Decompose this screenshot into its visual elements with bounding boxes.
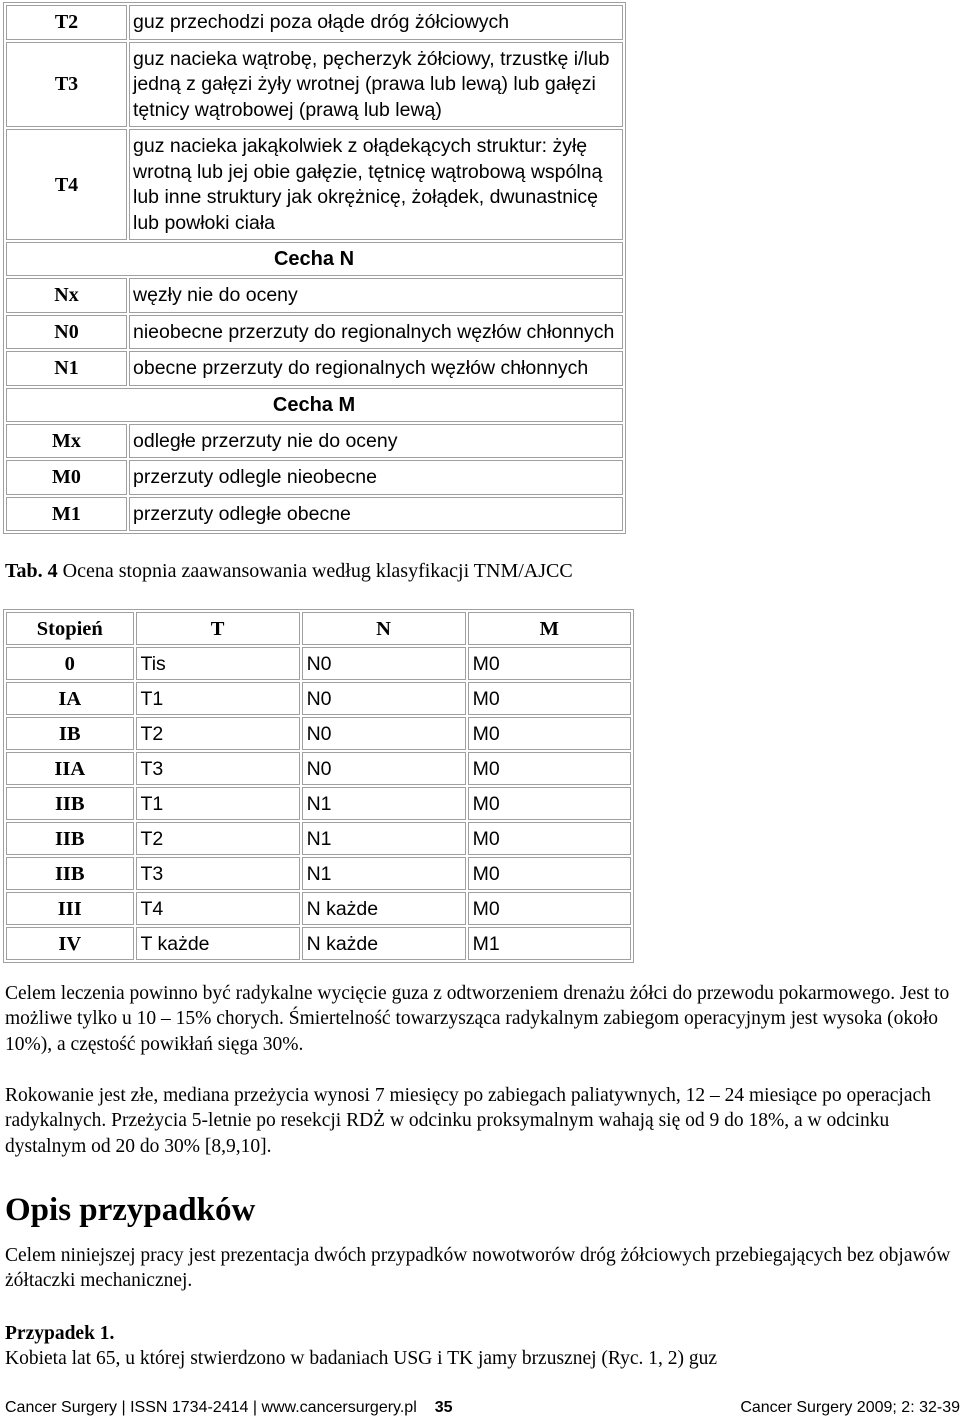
stage-cell: 0 — [6, 647, 134, 680]
tnm-description: guz nacieka wątrobę, pęcherzyk żółciowy, trzustkę i/lub jedną z gałęzi żyły wrotnej (prawa lub lewą) lub gałęzi tętnicy wątrobowej (prawą lub lewą) — [129, 42, 623, 128]
tnm-description: odległe przerzuty nie do oceny — [129, 424, 623, 459]
n-cell: N1 — [302, 822, 466, 855]
tnm-description: obecne przerzuty do regionalnych węzłów chłonnych — [129, 351, 623, 386]
tnm-description: nieobecne przerzuty do regionalnych węzłów chłonnych — [129, 315, 623, 350]
n-cell: N1 — [302, 857, 466, 890]
tnm-description: przerzuty odległe obecne — [129, 497, 623, 532]
tnm-row — [6, 129, 623, 240]
t-cell: T1 — [136, 787, 300, 820]
t-cell: T3 — [136, 752, 300, 785]
paragraph-prognosis: Rokowanie jest złe, mediana przeżycia wynosi 7 miesięcy po zabiegach paliatywnych, 12 – 24 miesiące po operacjach radykalnych. Przeżycia 5-letnie po resekcji RDŻ w odcinku proksymalnym wahają się od 9 do 18%, a w odcinku dystalnym od 20 do 30% [8,9,10]. — [5, 1085, 931, 1157]
stage-row — [6, 682, 631, 715]
tnm-row — [6, 315, 623, 350]
page-footer — [5, 1398, 960, 1420]
stage-row — [6, 717, 631, 750]
tnm-table-body — [6, 5, 623, 531]
case-title: Przypadek 1. — [5, 1323, 115, 1344]
n-cell: N0 — [302, 682, 466, 715]
tnm-row — [6, 278, 623, 313]
page-number: 35 — [434, 1399, 453, 1416]
tnm-row — [6, 351, 623, 386]
m-cell: M0 — [468, 752, 631, 785]
n-cell: N każde — [302, 892, 466, 925]
tnm-code: T3 — [6, 42, 127, 128]
tnm-row — [6, 5, 623, 40]
header-stage: Stopień — [6, 612, 134, 645]
stage-row — [6, 787, 631, 820]
tnm-description: guz przechodzi poza ołąde dróg żółciowych — [129, 5, 623, 40]
n-cell: N każde — [302, 927, 466, 960]
tnm-row — [6, 497, 623, 532]
stage-header-row — [6, 612, 631, 645]
m-cell: M0 — [468, 822, 631, 855]
tnm-code: N1 — [6, 351, 127, 386]
stage-classification-table — [3, 609, 634, 963]
stage-cell: IIB — [6, 787, 134, 820]
caption-label: Tab. 4 — [5, 560, 58, 582]
stage-cell: IB — [6, 717, 134, 750]
header-m: M — [468, 612, 631, 645]
stage-cell: IIA — [6, 752, 134, 785]
footer-left — [5, 1398, 453, 1418]
tnm-code: T4 — [6, 129, 127, 240]
case-text: Kobieta lat 65, u której stwierdzono w badaniach USG i TK jamy brzusznej (Ryc. 1, 2) guz — [5, 1348, 718, 1369]
stage-table-body — [6, 647, 631, 960]
tnm-description: węzły nie do oceny — [129, 278, 623, 313]
tnm-code: M1 — [6, 497, 127, 532]
tnm-row — [6, 460, 623, 495]
t-cell: T2 — [136, 717, 300, 750]
tnm-description: przerzuty odlegle nieobecne — [129, 460, 623, 495]
t-cell: T3 — [136, 857, 300, 890]
tnm-section-title: Cecha N — [6, 242, 623, 276]
tnm-definitions-table — [3, 2, 626, 534]
stage-row — [6, 822, 631, 855]
tnm-description: guz nacieka jakąkolwiek z ołądekących struktur: żyłę wrotną lub jej obie gałęzie, tętnicę wątrobową wspólną lub inne struktury jak okrężnicę, żołądek, dwunastnicę lub powłoki ciała — [129, 129, 623, 240]
stage-row — [6, 647, 631, 680]
stage-cell: IV — [6, 927, 134, 960]
m-cell: M0 — [468, 647, 631, 680]
tnm-section-row — [6, 388, 623, 422]
footer-journal: Cancer Surgery | ISSN 1734-2414 | www.cancersurgery.pl — [5, 1399, 417, 1416]
stage-row — [6, 857, 631, 890]
stage-row — [6, 927, 631, 960]
stage-row — [6, 892, 631, 925]
tnm-section-row — [6, 242, 623, 276]
stage-row — [6, 752, 631, 785]
tnm-section-title: Cecha M — [6, 388, 623, 422]
t-cell: Tis — [136, 647, 300, 680]
n-cell: N0 — [302, 647, 466, 680]
table-caption — [5, 558, 573, 584]
tnm-code: M0 — [6, 460, 127, 495]
m-cell: M0 — [468, 717, 631, 750]
m-cell: M0 — [468, 787, 631, 820]
m-cell: M1 — [468, 927, 631, 960]
paragraph-treatment: Celem leczenia powinno być radykalne wycięcie guza z odtworzeniem drenażu żółci do przewodu pokarmowego. Jest to możliwe tylko u 10 – 15% chorych. Śmiertelność towarzysząca radykalnym zabiegom operacyjnym jest wysoka (około 10%), a częstość powikłań sięga 30%. — [5, 983, 950, 1055]
n-cell: N0 — [302, 752, 466, 785]
header-n: N — [302, 612, 466, 645]
footer-citation: Cancer Surgery 2009; 2: 32-39 — [740, 1399, 960, 1416]
header-t: T — [136, 612, 300, 645]
tnm-row — [6, 42, 623, 128]
m-cell: M0 — [468, 857, 631, 890]
m-cell: M0 — [468, 682, 631, 715]
stage-cell: IIB — [6, 857, 134, 890]
paragraph-aim: Celem niniejszej pracy jest prezentacja dwóch przypadków nowotworów dróg żółciowych przebiegających bez objawów żółtaczki mechanicznej. — [5, 1245, 951, 1292]
stage-cell: IA — [6, 682, 134, 715]
t-cell: T każde — [136, 927, 300, 960]
tnm-code: Nx — [6, 278, 127, 313]
t-cell: T2 — [136, 822, 300, 855]
t-cell: T4 — [136, 892, 300, 925]
stage-cell: III — [6, 892, 134, 925]
tnm-code: N0 — [6, 315, 127, 350]
m-cell: M0 — [468, 892, 631, 925]
tnm-row — [6, 424, 623, 459]
tnm-code: T2 — [6, 5, 127, 40]
section-heading: Opis przypadków — [5, 1192, 256, 1228]
caption-text: Ocena stopnia zaawansowania według klasyfikacji TNM/AJCC — [57, 560, 573, 582]
stage-cell: IIB — [6, 822, 134, 855]
t-cell: T1 — [136, 682, 300, 715]
tnm-code: Mx — [6, 424, 127, 459]
n-cell: N0 — [302, 717, 466, 750]
n-cell: N1 — [302, 787, 466, 820]
